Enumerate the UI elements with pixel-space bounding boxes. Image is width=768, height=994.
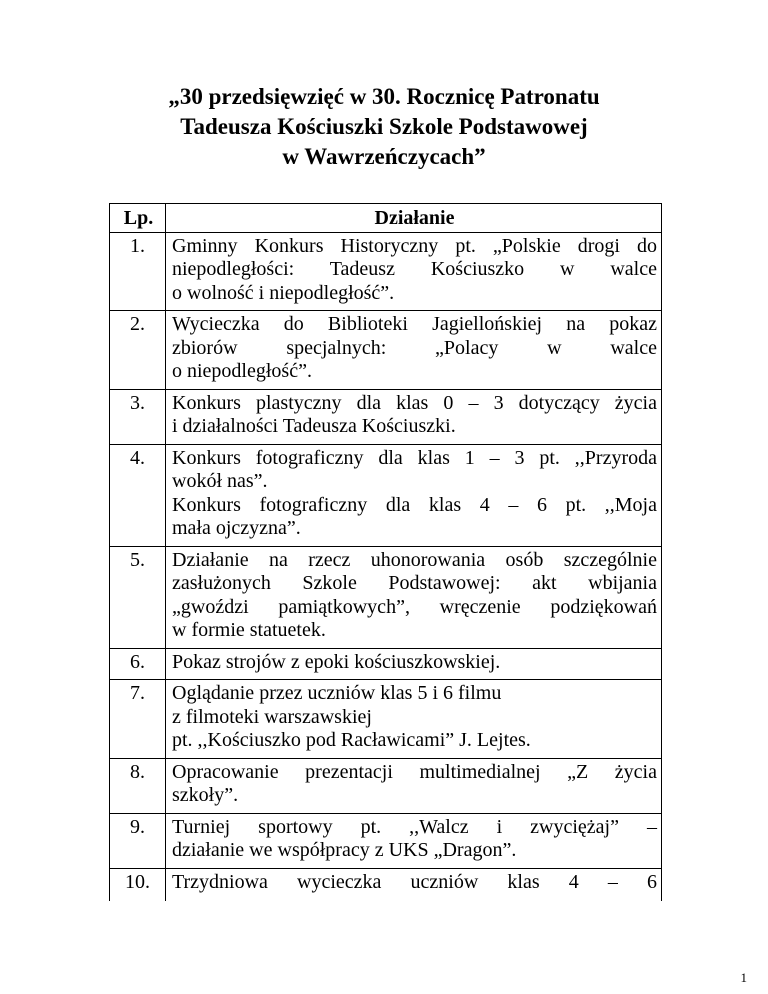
activity-line: z filmoteki warszawskiej	[172, 705, 372, 728]
activity-line: i działalności Tadeusza Kościuszki.	[172, 415, 456, 437]
header-dzialanie: Działanie	[166, 204, 662, 233]
title-line: „30 przedsięwzięć w 30. Rocznicę Patronatu	[168, 84, 600, 109]
row-activity	[166, 813, 662, 868]
activity-line: w formie statuetek.	[172, 619, 326, 641]
activity-line: niepodległości: Tadeusz Kościuszko w walce	[172, 258, 657, 280]
page-number: 1	[740, 970, 747, 985]
table-row	[110, 546, 662, 648]
row-number: 10.	[110, 868, 166, 901]
table-row	[110, 758, 662, 813]
row-activity	[166, 444, 662, 546]
row-activity	[166, 868, 662, 901]
title-line: Tadeusza Kościuszki Szkole Podstawowej	[180, 114, 588, 139]
activity-line: szkoły”.	[172, 784, 239, 806]
activity-line: o niepodległość”.	[172, 360, 312, 382]
row-activity	[166, 546, 662, 648]
table-row	[110, 311, 662, 390]
table-row	[110, 813, 662, 868]
activity-line: Turniej sportowy pt. ,,Walcz i zwyciężaj” –	[172, 815, 657, 838]
row-activity	[166, 311, 662, 390]
activity-line: o wolność i niepodległość”.	[172, 281, 395, 304]
activity-line: Gminny Konkurs Historyczny pt. „Polskie drogi do	[172, 234, 657, 257]
activity-line: „gwoździ pamiątkowych”, wręczenie podziękowań	[172, 595, 657, 618]
activity-line: Konkurs fotograficzny dla klas 1 – 3 pt. ,,Przyroda	[172, 446, 657, 469]
activity-line: Pokaz strojów z epoki kościuszkowskiej.	[172, 650, 501, 673]
document-title	[0, 82, 768, 172]
activities-table	[109, 203, 662, 901]
table-row	[110, 680, 662, 759]
activity-line: Opracowanie prezentacji multimedialnej „Z życia	[172, 760, 657, 783]
activity-line: zasłużonych Szkole Podstawowej: akt wbijania	[172, 572, 657, 594]
row-number: 9.	[110, 813, 166, 868]
table-header-row	[110, 204, 662, 233]
title-line: w Wawrzeńczycach”	[282, 144, 486, 169]
row-number: 3.	[110, 389, 166, 444]
activity-line: Konkurs fotograficzny dla klas 4 – 6 pt. ,,Moja	[172, 493, 657, 516]
row-activity	[166, 648, 662, 680]
activity-line: działanie we współpracy z UKS „Dragon”.	[172, 839, 517, 861]
activity-line: Konkurs plastyczny dla klas 0 – 3 dotyczący życia	[172, 391, 657, 414]
activity-line: wokół nas”.	[172, 470, 268, 492]
row-activity	[166, 680, 662, 759]
activity-line: Trzydniowa wycieczka uczniów klas 4 – 6	[172, 870, 657, 893]
row-number: 5.	[110, 546, 166, 648]
activity-line: zbiorów specjalnych: „Polacy w walce	[172, 336, 657, 359]
row-number: 6.	[110, 648, 166, 680]
activity-line: Wycieczka do Biblioteki Jagiellońskiej na pokaz	[172, 313, 657, 335]
table-row	[110, 868, 662, 901]
table-row	[110, 232, 662, 311]
row-number: 7.	[110, 680, 166, 759]
activity-line: pt. ,,Kościuszko pod Racławicami” J. Lejtes.	[172, 729, 531, 751]
activity-line: Oglądanie przez uczniów klas 5 i 6 filmu	[172, 682, 502, 704]
row-number: 1.	[110, 232, 166, 311]
row-activity	[166, 389, 662, 444]
table-row	[110, 648, 662, 680]
activity-line: Działanie na rzecz uhonorowania osób szczególnie	[172, 548, 657, 571]
row-number: 8.	[110, 758, 166, 813]
table-row	[110, 389, 662, 444]
table-row	[110, 444, 662, 546]
row-activity	[166, 758, 662, 813]
header-lp: Lp.	[110, 204, 166, 233]
activity-line: mała ojczyzna”.	[172, 517, 301, 539]
row-activity	[166, 232, 662, 311]
row-number: 2.	[110, 311, 166, 390]
row-number: 4.	[110, 444, 166, 546]
